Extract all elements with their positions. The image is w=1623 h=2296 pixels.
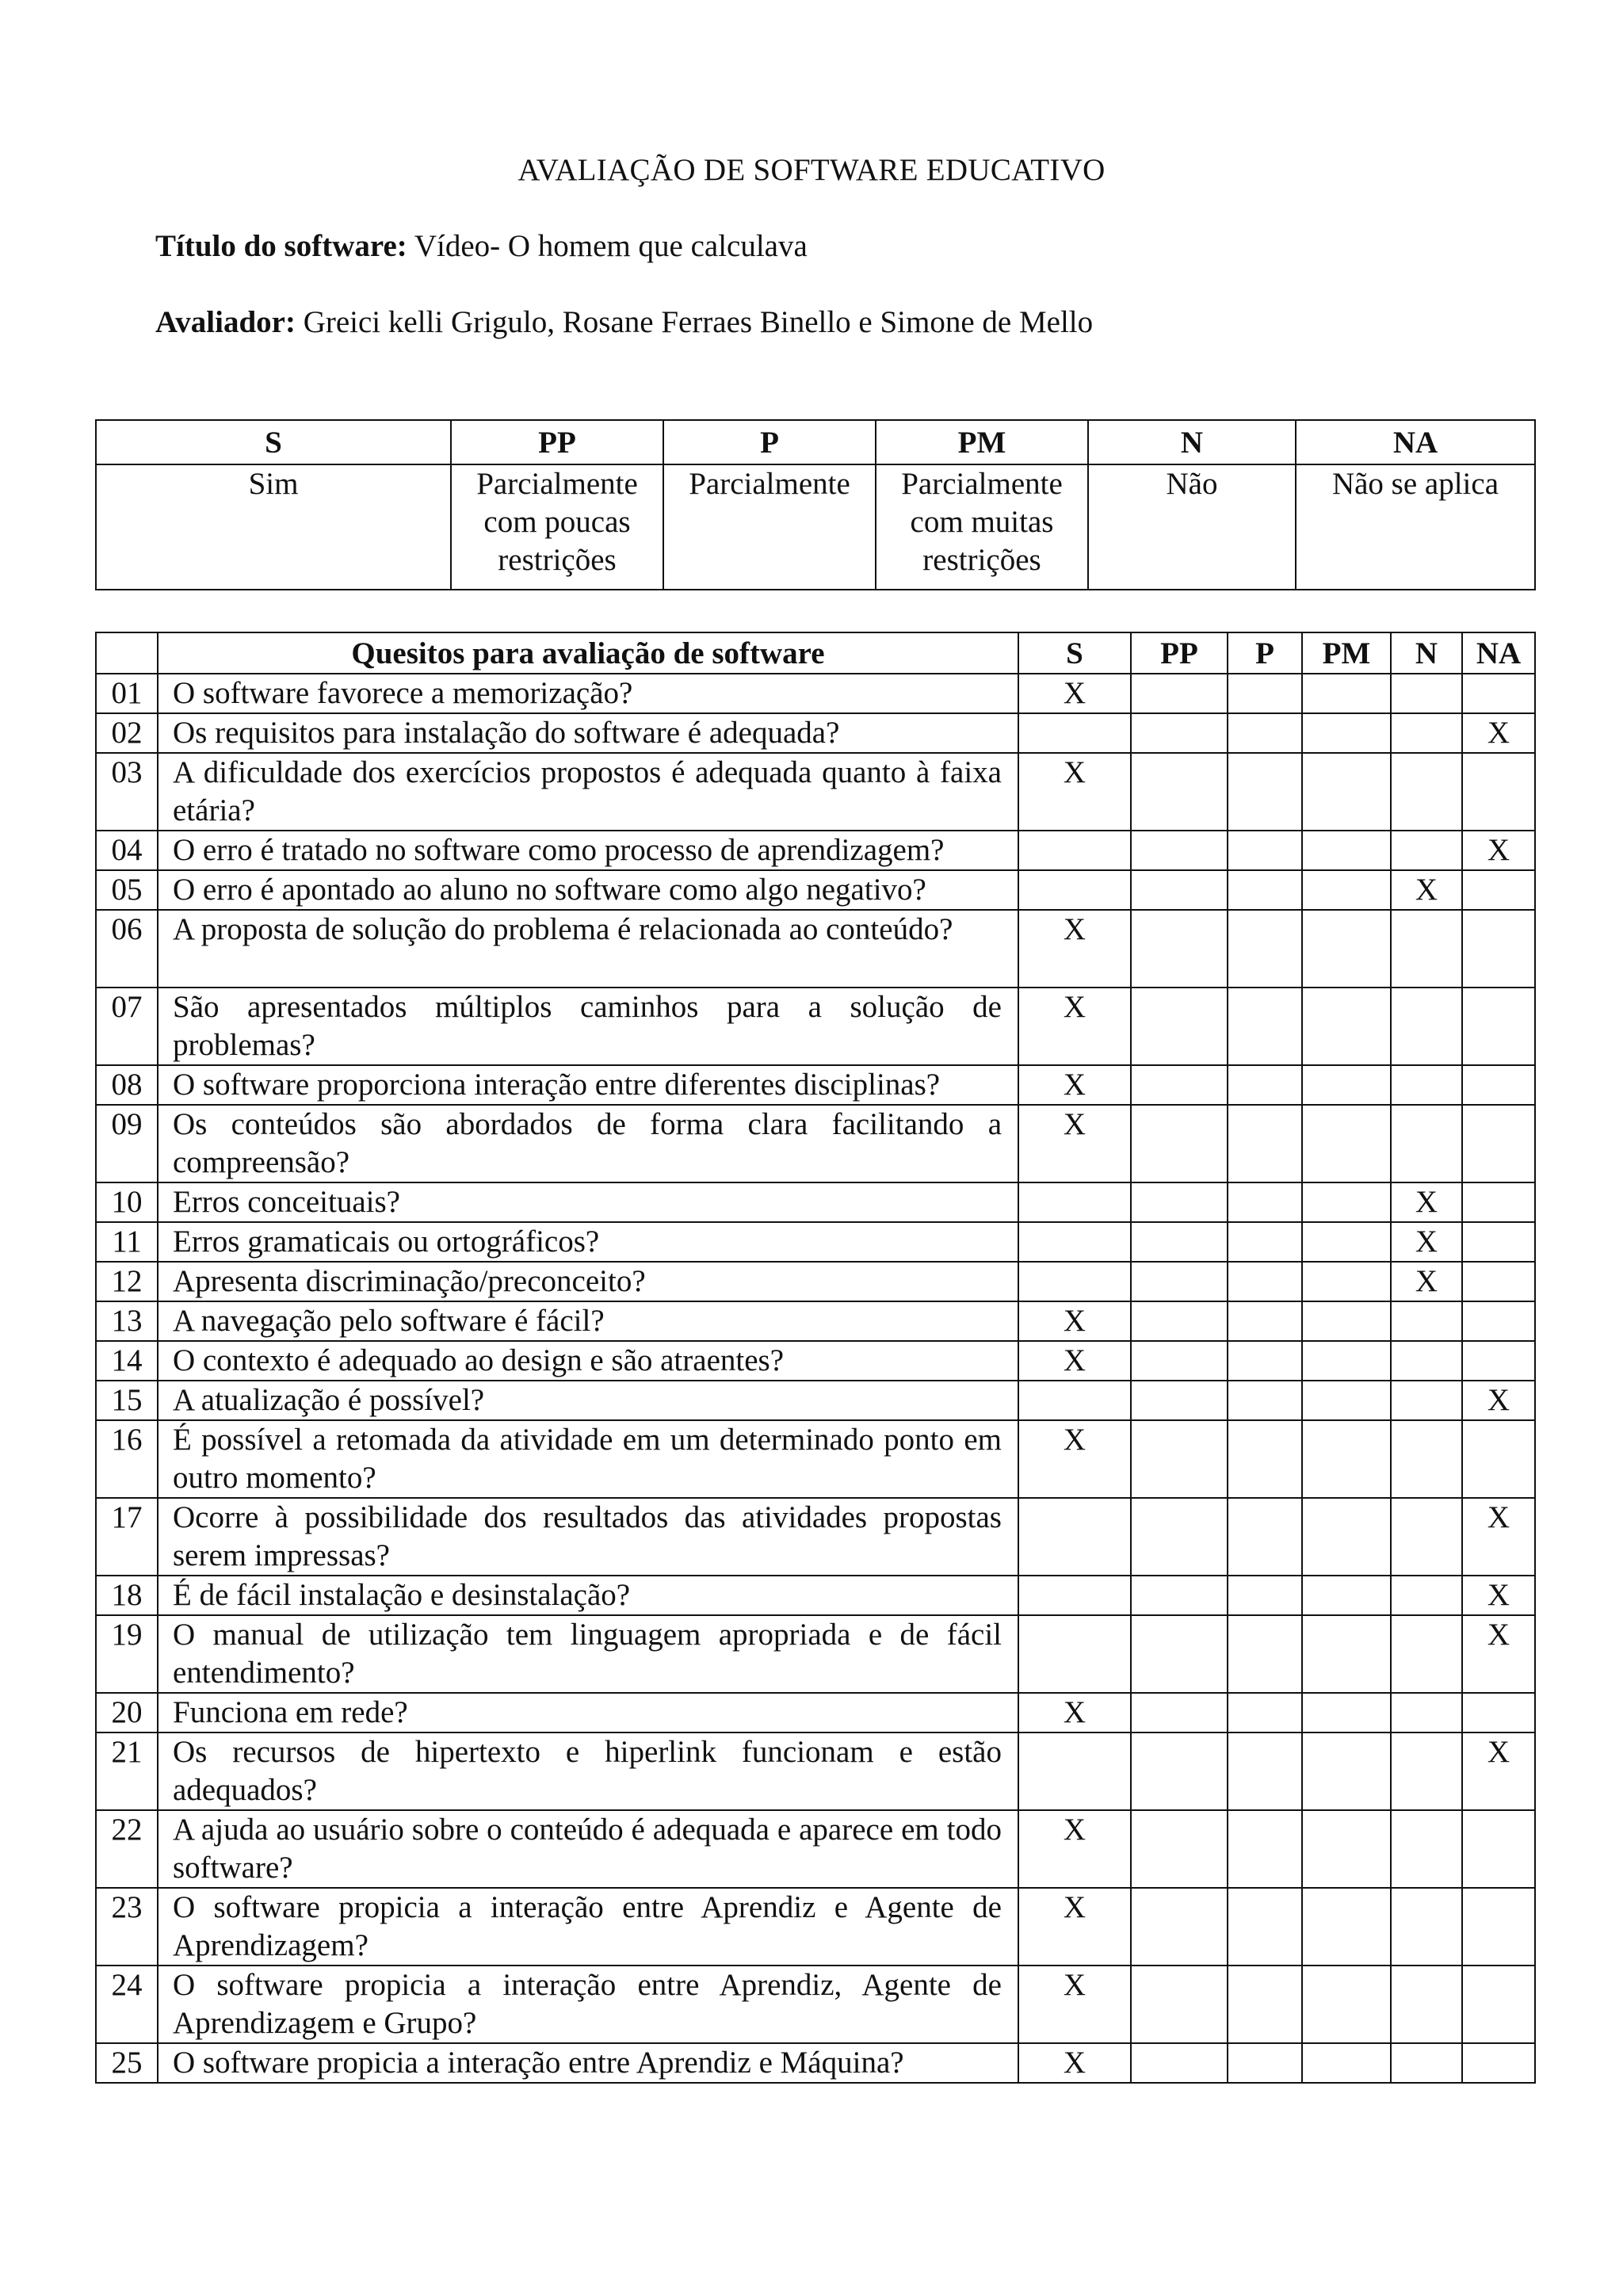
- mark-cell-p: [1228, 1420, 1302, 1498]
- mark-cell-na: [1462, 1262, 1535, 1301]
- mark-cell-s: X: [1018, 1341, 1131, 1381]
- mark-cell-n: X: [1391, 1182, 1462, 1222]
- mark-cell-n: [1391, 674, 1462, 713]
- mark-cell-pm: [1302, 1105, 1391, 1182]
- mark-cell-p: [1228, 1498, 1302, 1576]
- criteria-row: [96, 910, 1535, 988]
- question-text: A ajuda ao usuário sobre o conteúdo é adequada e aparece em todo software?: [158, 1810, 1018, 1888]
- mark-cell-na: [1462, 988, 1535, 1065]
- row-number: 05: [96, 870, 158, 910]
- question-text: Erros conceituais?: [158, 1182, 1018, 1222]
- mark-cell-na: [1462, 870, 1535, 910]
- mark-cell-p: [1228, 2043, 1302, 2083]
- mark-cell-n: [1391, 1420, 1462, 1498]
- mark-cell-na: [1462, 1182, 1535, 1222]
- mark-cell-na: [1462, 674, 1535, 713]
- mark-cell-na: X: [1462, 1615, 1535, 1693]
- mark-cell-p: [1228, 1301, 1302, 1341]
- mark-cell-p: [1228, 1888, 1302, 1966]
- mark-cell-pp: [1131, 1693, 1228, 1733]
- mark-cell-na: [1462, 910, 1535, 988]
- mark-cell-p: [1228, 1966, 1302, 2043]
- mark-cell-n: [1391, 1498, 1462, 1576]
- column-header-p: P: [1228, 632, 1302, 674]
- mark-cell-pm: [1302, 1810, 1391, 1888]
- mark-cell-p: [1228, 870, 1302, 910]
- criteria-row: [96, 753, 1535, 831]
- mark-cell-pp: [1131, 1733, 1228, 1810]
- question-text: Apresenta discriminação/preconceito?: [158, 1262, 1018, 1301]
- mark-cell-p: [1228, 1105, 1302, 1182]
- mark-cell-s: X: [1018, 910, 1131, 988]
- criteria-row: [96, 1498, 1535, 1576]
- mark-cell-s: [1018, 713, 1131, 753]
- question-text: A atualização é possível?: [158, 1381, 1018, 1420]
- mark-cell-pp: [1131, 1301, 1228, 1341]
- mark-cell-p: [1228, 1065, 1302, 1105]
- mark-cell-p: [1228, 674, 1302, 713]
- mark-cell-na: [1462, 1693, 1535, 1733]
- mark-cell-p: [1228, 753, 1302, 831]
- mark-cell-pp: [1131, 753, 1228, 831]
- row-number: 21: [96, 1733, 158, 1810]
- mark-cell-n: [1391, 1966, 1462, 2043]
- row-number: 24: [96, 1966, 158, 2043]
- mark-cell-n: [1391, 753, 1462, 831]
- mark-cell-n: [1391, 1065, 1462, 1105]
- row-number: 06: [96, 910, 158, 988]
- question-text: Os recursos de hipertexto e hiperlink funcionam e estão adequados?: [158, 1733, 1018, 1810]
- criteria-table: [95, 632, 1536, 2084]
- mark-cell-pp: [1131, 713, 1228, 753]
- criteria-row: [96, 1381, 1535, 1420]
- mark-cell-p: [1228, 1733, 1302, 1810]
- mark-cell-na: [1462, 1065, 1535, 1105]
- mark-cell-pp: [1131, 1420, 1228, 1498]
- row-number: 20: [96, 1693, 158, 1733]
- mark-cell-s: [1018, 1222, 1131, 1262]
- mark-cell-n: X: [1391, 1262, 1462, 1301]
- question-text: A navegação pelo software é fácil?: [158, 1301, 1018, 1341]
- criteria-row: [96, 870, 1535, 910]
- criteria-row: [96, 713, 1535, 753]
- mark-cell-p: [1228, 1222, 1302, 1262]
- mark-cell-n: [1391, 1576, 1462, 1615]
- mark-cell-n: [1391, 1105, 1462, 1182]
- mark-cell-pm: [1302, 1381, 1391, 1420]
- legend-meaning: Parcialmente com poucas restrições: [451, 464, 663, 590]
- mark-cell-pp: [1131, 988, 1228, 1065]
- mark-cell-p: [1228, 1693, 1302, 1733]
- mark-cell-p: [1228, 910, 1302, 988]
- mark-cell-pm: [1302, 674, 1391, 713]
- row-number: 09: [96, 1105, 158, 1182]
- question-text: O software propicia a interação entre Aprendiz e Máquina?: [158, 2043, 1018, 2083]
- mark-cell-n: [1391, 910, 1462, 988]
- row-number: 16: [96, 1420, 158, 1498]
- mark-cell-pp: [1131, 1498, 1228, 1576]
- criteria-rows: [96, 674, 1535, 2083]
- mark-cell-p: [1228, 713, 1302, 753]
- mark-cell-na: [1462, 753, 1535, 831]
- criteria-row: [96, 1105, 1535, 1182]
- criteria-row: [96, 674, 1535, 713]
- question-text: O software propicia a interação entre Aprendiz e Agente de Aprendizagem?: [158, 1888, 1018, 1966]
- mark-cell-pp: [1131, 1381, 1228, 1420]
- criteria-header-row: [96, 632, 1535, 674]
- question-text: Os conteúdos são abordados de forma clara facilitando a compreensão?: [158, 1105, 1018, 1182]
- column-header-na: NA: [1462, 632, 1535, 674]
- row-number: 12: [96, 1262, 158, 1301]
- question-text: Ocorre à possibilidade dos resultados das atividades propostas serem impressas?: [158, 1498, 1018, 1576]
- question-text: O software proporciona interação entre diferentes disciplinas?: [158, 1065, 1018, 1105]
- evaluator-label: Avaliador:: [155, 305, 296, 339]
- criteria-row: [96, 1733, 1535, 1810]
- criteria-row: [96, 1420, 1535, 1498]
- mark-cell-pp: [1131, 1341, 1228, 1381]
- legend-table: [95, 419, 1536, 590]
- question-text: O software propicia a interação entre Aprendiz, Agente de Aprendizagem e Grupo?: [158, 1966, 1018, 2043]
- mark-cell-na: X: [1462, 1733, 1535, 1810]
- criteria-row: [96, 1693, 1535, 1733]
- mark-cell-na: [1462, 1222, 1535, 1262]
- software-title-label: Título do software:: [155, 229, 407, 263]
- criteria-row: [96, 1262, 1535, 1301]
- row-number: 10: [96, 1182, 158, 1222]
- criteria-row: [96, 1222, 1535, 1262]
- mark-cell-s: [1018, 1498, 1131, 1576]
- column-header-pp: PP: [1131, 632, 1228, 674]
- mark-cell-s: X: [1018, 988, 1131, 1065]
- mark-cell-s: X: [1018, 753, 1131, 831]
- mark-cell-p: [1228, 1182, 1302, 1222]
- mark-cell-n: [1391, 2043, 1462, 2083]
- question-text: Funciona em rede?: [158, 1693, 1018, 1733]
- criteria-row: [96, 1182, 1535, 1222]
- mark-cell-s: X: [1018, 1065, 1131, 1105]
- mark-cell-s: X: [1018, 2043, 1131, 2083]
- mark-cell-n: [1391, 1733, 1462, 1810]
- mark-cell-na: [1462, 1301, 1535, 1341]
- criteria-row: [96, 988, 1535, 1065]
- question-text: O erro é tratado no software como processo de aprendizagem?: [158, 831, 1018, 870]
- mark-cell-p: [1228, 1810, 1302, 1888]
- mark-cell-p: [1228, 1576, 1302, 1615]
- mark-cell-s: X: [1018, 1966, 1131, 2043]
- row-number: 23: [96, 1888, 158, 1966]
- criteria-row: [96, 2043, 1535, 2083]
- mark-cell-s: [1018, 1182, 1131, 1222]
- mark-cell-pp: [1131, 831, 1228, 870]
- mark-cell-pm: [1302, 1301, 1391, 1341]
- mark-cell-pm: [1302, 870, 1391, 910]
- mark-cell-pm: [1302, 1733, 1391, 1810]
- mark-cell-pm: [1302, 1262, 1391, 1301]
- mark-cell-pp: [1131, 1105, 1228, 1182]
- mark-cell-n: [1391, 831, 1462, 870]
- mark-cell-pm: [1302, 1576, 1391, 1615]
- mark-cell-na: X: [1462, 713, 1535, 753]
- row-number: 25: [96, 2043, 158, 2083]
- mark-cell-pm: [1302, 831, 1391, 870]
- mark-cell-s: X: [1018, 1301, 1131, 1341]
- mark-cell-na: [1462, 1420, 1535, 1498]
- evaluator-line: [155, 304, 1093, 340]
- question-text: Os requisitos para instalação do software é adequada?: [158, 713, 1018, 753]
- mark-cell-pm: [1302, 988, 1391, 1065]
- mark-cell-s: [1018, 1733, 1131, 1810]
- mark-cell-s: X: [1018, 1105, 1131, 1182]
- mark-cell-s: [1018, 1381, 1131, 1420]
- mark-cell-pp: [1131, 1065, 1228, 1105]
- mark-cell-n: X: [1391, 870, 1462, 910]
- mark-cell-pp: [1131, 1576, 1228, 1615]
- mark-cell-s: [1018, 1615, 1131, 1693]
- mark-cell-na: [1462, 1966, 1535, 2043]
- criteria-row: [96, 1301, 1535, 1341]
- criteria-row: [96, 1810, 1535, 1888]
- evaluator-value: Greici kelli Grigulo, Rosane Ferraes Binello e Simone de Mello: [303, 305, 1094, 339]
- criteria-row: [96, 1576, 1535, 1615]
- row-number: 18: [96, 1576, 158, 1615]
- mark-cell-pp: [1131, 1810, 1228, 1888]
- mark-cell-na: [1462, 1341, 1535, 1381]
- mark-cell-s: [1018, 831, 1131, 870]
- row-number: 07: [96, 988, 158, 1065]
- software-title-line: [155, 228, 808, 264]
- mark-cell-pp: [1131, 1222, 1228, 1262]
- mark-cell-pp: [1131, 2043, 1228, 2083]
- criteria-row: [96, 1888, 1535, 1966]
- mark-cell-s: X: [1018, 674, 1131, 713]
- mark-cell-pp: [1131, 870, 1228, 910]
- mark-cell-p: [1228, 1341, 1302, 1381]
- mark-cell-pm: [1302, 1888, 1391, 1966]
- criteria-row: [96, 1615, 1535, 1693]
- legend-meaning: Parcialmente com muitas restrições: [876, 464, 1088, 590]
- row-number: 17: [96, 1498, 158, 1576]
- mark-cell-p: [1228, 1615, 1302, 1693]
- criteria-row: [96, 1065, 1535, 1105]
- column-header-n: N: [1391, 632, 1462, 674]
- row-number: 11: [96, 1222, 158, 1262]
- software-title-value: Vídeo- O homem que calculava: [414, 229, 808, 263]
- mark-cell-na: X: [1462, 1576, 1535, 1615]
- row-number: 13: [96, 1301, 158, 1341]
- mark-cell-pm: [1302, 1693, 1391, 1733]
- legend-code: PP: [451, 420, 663, 464]
- mark-cell-pm: [1302, 1341, 1391, 1381]
- question-text: É possível a retomada da atividade em um determinado ponto em outro momento?: [158, 1420, 1018, 1498]
- mark-cell-n: [1391, 1810, 1462, 1888]
- mark-cell-s: [1018, 1262, 1131, 1301]
- mark-cell-n: [1391, 1341, 1462, 1381]
- mark-cell-pm: [1302, 713, 1391, 753]
- row-number: 19: [96, 1615, 158, 1693]
- column-header-pm: PM: [1302, 632, 1391, 674]
- mark-cell-n: [1391, 1693, 1462, 1733]
- legend-code: P: [663, 420, 876, 464]
- mark-cell-pp: [1131, 1182, 1228, 1222]
- mark-cell-p: [1228, 1381, 1302, 1420]
- mark-cell-na: [1462, 1105, 1535, 1182]
- mark-cell-pp: [1131, 1615, 1228, 1693]
- legend-meaning-row: [96, 464, 1535, 590]
- criteria-row: [96, 1966, 1535, 2043]
- mark-cell-s: [1018, 1576, 1131, 1615]
- question-text: O software favorece a memorização?: [158, 674, 1018, 713]
- legend-code-row: [96, 420, 1535, 464]
- row-number: 22: [96, 1810, 158, 1888]
- mark-cell-n: [1391, 1888, 1462, 1966]
- column-header-s: S: [1018, 632, 1131, 674]
- row-number: 14: [96, 1341, 158, 1381]
- mark-cell-p: [1228, 1262, 1302, 1301]
- mark-cell-p: [1228, 988, 1302, 1065]
- mark-cell-s: X: [1018, 1420, 1131, 1498]
- number-header: [96, 632, 158, 674]
- legend-code: S: [96, 420, 451, 464]
- mark-cell-s: X: [1018, 1693, 1131, 1733]
- mark-cell-n: [1391, 1615, 1462, 1693]
- mark-cell-s: X: [1018, 1888, 1131, 1966]
- mark-cell-p: [1228, 831, 1302, 870]
- mark-cell-pm: [1302, 1182, 1391, 1222]
- mark-cell-pm: [1302, 1420, 1391, 1498]
- mark-cell-pm: [1302, 910, 1391, 988]
- legend-code: N: [1088, 420, 1296, 464]
- question-text: O contexto é adequado ao design e são atraentes?: [158, 1341, 1018, 1381]
- legend-meaning: Não se aplica: [1296, 464, 1535, 590]
- mark-cell-na: X: [1462, 1381, 1535, 1420]
- row-number: 15: [96, 1381, 158, 1420]
- legend-meaning: Parcialmente: [663, 464, 876, 590]
- mark-cell-pm: [1302, 2043, 1391, 2083]
- mark-cell-pm: [1302, 1498, 1391, 1576]
- row-number: 02: [96, 713, 158, 753]
- mark-cell-pp: [1131, 1262, 1228, 1301]
- criteria-row: [96, 1341, 1535, 1381]
- page-title: AVALIAÇÃO DE SOFTWARE EDUCATIVO: [517, 153, 1106, 187]
- question-text: A proposta de solução do problema é relacionada ao conteúdo?: [158, 910, 1018, 988]
- mark-cell-na: X: [1462, 831, 1535, 870]
- mark-cell-n: [1391, 988, 1462, 1065]
- mark-cell-s: [1018, 870, 1131, 910]
- question-text: O manual de utilização tem linguagem apropriada e de fácil entendimento?: [158, 1615, 1018, 1693]
- mark-cell-pp: [1131, 910, 1228, 988]
- mark-cell-pm: [1302, 1222, 1391, 1262]
- legend-meaning: Não: [1088, 464, 1296, 590]
- mark-cell-pp: [1131, 674, 1228, 713]
- legend-code: NA: [1296, 420, 1535, 464]
- row-number: 08: [96, 1065, 158, 1105]
- mark-cell-pm: [1302, 1966, 1391, 2043]
- mark-cell-n: [1391, 713, 1462, 753]
- mark-cell-na: [1462, 2043, 1535, 2083]
- question-text: São apresentados múltiplos caminhos para a solução de problemas?: [158, 988, 1018, 1065]
- question-text: Erros gramaticais ou ortográficos?: [158, 1222, 1018, 1262]
- mark-cell-n: X: [1391, 1222, 1462, 1262]
- mark-cell-pm: [1302, 753, 1391, 831]
- mark-cell-s: X: [1018, 1810, 1131, 1888]
- mark-cell-na: X: [1462, 1498, 1535, 1576]
- criteria-row: [96, 831, 1535, 870]
- row-number: 01: [96, 674, 158, 713]
- criteria-header: Quesitos para avaliação de software: [158, 632, 1018, 674]
- mark-cell-pp: [1131, 1966, 1228, 2043]
- legend-meaning: Sim: [96, 464, 451, 590]
- mark-cell-pp: [1131, 1888, 1228, 1966]
- mark-cell-pm: [1302, 1615, 1391, 1693]
- question-text: O erro é apontado ao aluno no software como algo negativo?: [158, 870, 1018, 910]
- mark-cell-na: [1462, 1810, 1535, 1888]
- row-number: 04: [96, 831, 158, 870]
- mark-cell-na: [1462, 1888, 1535, 1966]
- row-number: 03: [96, 753, 158, 831]
- mark-cell-n: [1391, 1301, 1462, 1341]
- legend-code: PM: [876, 420, 1088, 464]
- mark-cell-n: [1391, 1381, 1462, 1420]
- mark-cell-pm: [1302, 1065, 1391, 1105]
- question-text: A dificuldade dos exercícios propostos é adequada quanto à faixa etária?: [158, 753, 1018, 831]
- question-text: É de fácil instalação e desinstalação?: [158, 1576, 1018, 1615]
